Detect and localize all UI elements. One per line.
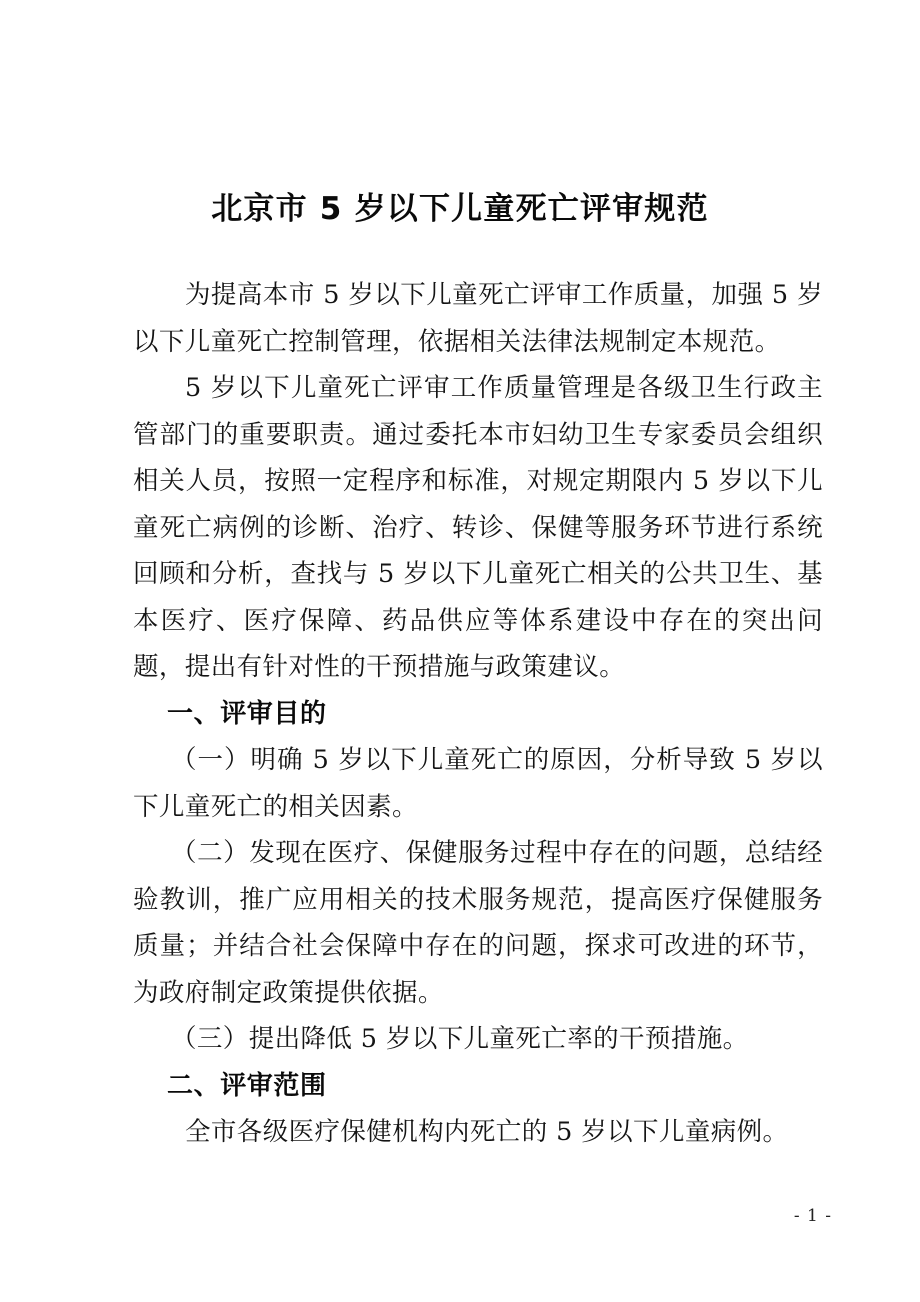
document-body <box>133 272 823 1156</box>
paragraph-scope-detail: 全市各级医疗保健机构内死亡的 5 岁以下儿童病例。 <box>185 1117 789 1147</box>
paragraph-intro-purpose: 为提高本市 5 岁以下儿童死亡评审工作质量，加强 5 岁以下儿童死亡控制管理，依据相关法律法规制定本规范。 <box>133 280 823 357</box>
sub-item-three-interventions: （三）提出降低 5 岁以下儿童死亡率的干预措施。 <box>171 1024 749 1054</box>
section-heading-review-scope: 二、评审范围 <box>167 1070 327 1101</box>
paragraph-quality-management: 5 岁以下儿童死亡评审工作质量管理是各级卫生行政主管部门的重要职责。通过委托本市妇幼卫生专家委员会组织相关人员，按照一定程序和标准，对规定期限内 5 岁以下儿童死亡病例的诊断、治疗、转诊、保健等服务环节进行系统回顾和分析，查找与 5 岁以下儿童死亡相关的公共卫生、基本医疗、医疗保障、药品供应等体系建设中存在的突出问题，提出有针对性的干预措施与政策建议。 <box>133 373 823 682</box>
sub-item-one-causes: （一）明确 5 岁以下儿童死亡的原因，分析导致 5 岁以下儿童死亡的相关因素。 <box>133 745 823 822</box>
section-heading-review-objectives: 一、评审目的 <box>167 698 327 729</box>
page-number-footer: - 1 - <box>793 1206 832 1226</box>
page-title: 北京市 5 岁以下儿童死亡评审规范 <box>211 190 709 227</box>
sub-item-two-service-problems: （二）发现在医疗、保健服务过程中存在的问题，总结经验教训，推广应用相关的技术服务规范，提高医疗保健服务质量；并结合社会保障中存在的问题，探求可改进的环节，为政府制定政策提供依据。 <box>133 838 823 1008</box>
